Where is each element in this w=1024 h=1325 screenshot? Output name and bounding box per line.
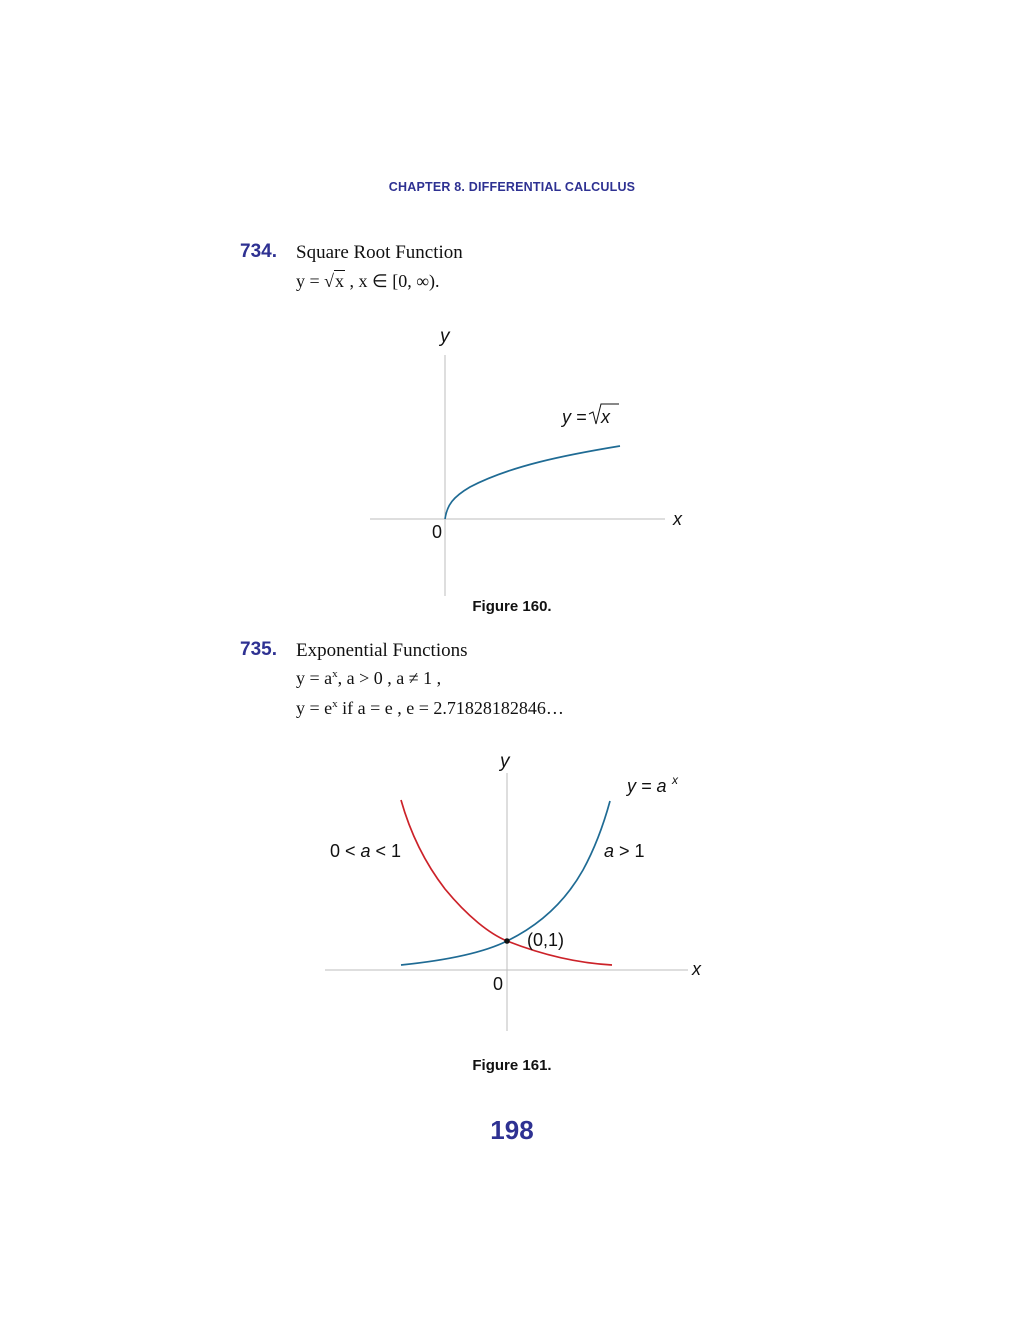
fig161-decay-label: 0 < a < 1 (330, 841, 402, 861)
section-title-734: Square Root Function (296, 242, 463, 263)
fig161-y-axis-label: y (500, 751, 510, 772)
section-title-735: Exponential Functions (296, 640, 468, 661)
formula-natexp-prefix: y = e (296, 698, 333, 718)
formula-sqrt-radicand: x (335, 271, 345, 291)
figure-160-caption: Figure 160. (472, 598, 552, 615)
fig160-curve-label-radicand: x (601, 407, 610, 427)
fig160-origin-label: 0 (432, 522, 443, 542)
fig161-origin-label: 0 (493, 974, 504, 994)
fig161-growth-label: a > 1 (604, 841, 645, 861)
fig160-y-axis-label: y (440, 326, 450, 347)
section-number-735: 735. (240, 639, 277, 660)
fig161-curve-label: y = a (627, 776, 667, 796)
formula-sqrt-suffix: , x ∈ [0, ∞). (345, 271, 440, 291)
fig160-curve-label: y = (562, 407, 587, 427)
section-number-734: 734. (240, 241, 277, 262)
formula-sqrt-prefix: y = √ (296, 271, 335, 291)
formula-exp-sup: x (332, 668, 338, 680)
fig160-x-axis-label: x (673, 509, 682, 529)
figure-161-caption: Figure 161. (472, 1057, 552, 1074)
page-number: 198 (490, 1115, 534, 1145)
formula-exp-prefix: y = a (296, 668, 333, 688)
fig161-curve-label-sup: x (672, 773, 678, 787)
fig161-intersection-point (504, 938, 510, 944)
formula-natexp-sup: x (332, 698, 338, 710)
formula-exp-suffix: , a > 0 , a ≠ 1 , (337, 668, 442, 688)
fig161-x-axis-label: x (692, 959, 701, 979)
formula-natexp-suffix: if a = e , e = 2.71828182846… (337, 698, 564, 718)
fig161-point-label: (0,1) (527, 930, 565, 950)
chapter-header: CHAPTER 8. DIFFERENTIAL CALCULUS (388, 180, 636, 194)
